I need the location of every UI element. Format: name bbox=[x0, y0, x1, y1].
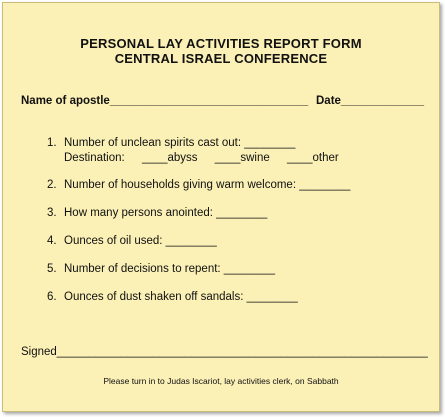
destination-label: Destination: bbox=[64, 152, 125, 164]
destination-swine[interactable]: ____swine bbox=[214, 152, 270, 164]
item-text: Number of decisions to repent: ________ bbox=[64, 263, 275, 275]
report-form bbox=[2, 2, 440, 412]
form-title: PERSONAL LAY ACTIVITIES REPORT FORM bbox=[80, 36, 362, 51]
item-number: 4. bbox=[47, 235, 57, 247]
destination-options[interactable] bbox=[64, 152, 353, 164]
item-number: 5. bbox=[47, 263, 57, 275]
item-number: 1. bbox=[47, 137, 57, 149]
item-text: Ounces of oil used: ________ bbox=[64, 235, 217, 247]
apostle-name-field[interactable]: Name of apostle_______________________________ bbox=[21, 95, 309, 107]
signature-field[interactable]: Signed__________________________________________________________ bbox=[21, 346, 428, 358]
destination-abyss[interactable]: ____abyss bbox=[141, 152, 198, 164]
list-item[interactable] bbox=[47, 179, 350, 191]
list-item[interactable] bbox=[47, 235, 217, 247]
item-text: How many persons anointed: ________ bbox=[64, 207, 268, 219]
list-item[interactable] bbox=[47, 137, 295, 149]
list-item[interactable] bbox=[47, 291, 298, 303]
item-text: Number of unclean spirits cast out: ________ bbox=[64, 137, 296, 149]
list-item[interactable] bbox=[47, 207, 267, 219]
item-number: 6. bbox=[47, 291, 57, 303]
list-item[interactable] bbox=[47, 263, 275, 275]
item-text: Number of households giving warm welcome: ________ bbox=[64, 179, 351, 191]
date-field[interactable]: Date_____________ bbox=[316, 95, 425, 107]
item-number: 2. bbox=[47, 179, 57, 191]
item-number: 3. bbox=[47, 207, 57, 219]
item-text: Ounces of dust shaken off sandals: ________ bbox=[64, 291, 298, 303]
footer-note: Please turn in to Judas Iscariot, lay activities clerk, on Sabbath bbox=[103, 376, 339, 386]
destination-other[interactable]: ____other bbox=[286, 152, 339, 164]
form-subtitle: CENTRAL ISRAEL CONFERENCE bbox=[114, 51, 328, 66]
